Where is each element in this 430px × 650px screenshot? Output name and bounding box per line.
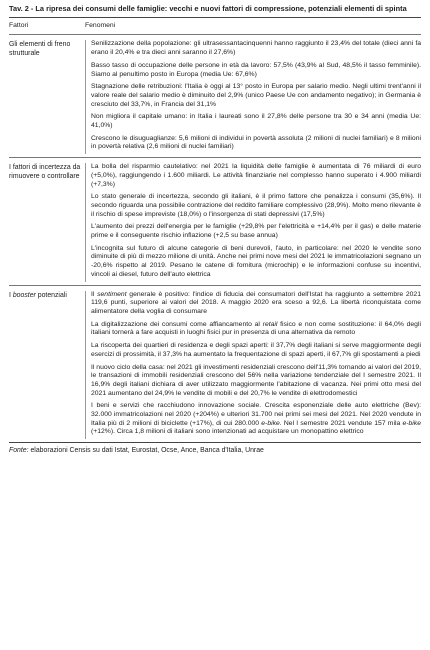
phenomenon-item: L'aumento dei prezzi dell'energia per le famiglie (+29,8% per l'elettricità e +14,4% per il gas) e delle materie prime e il conseguente rischio inflazione (+2,5 su base annua) (91, 223, 421, 240)
header-fattori: Fattori (9, 22, 29, 30)
phenomenon-item: Il nuovo ciclo della casa: nel 2021 gli investimenti residenziali crescono dell'11,3% tornando ai valori del 2019, le transazioni di immobili residenziali crescono del 56% nella variazione tendenziale del I semestre 2021. Il 16,9% degli italiani dichiara di aver utilizzato maggiormente l'abitazione di vacanza. Nei primi otto mesi del 2021 aumentano del 24,9% le vendite di mobili e del 20,7% le vendite di elettrodomestici (91, 363, 421, 397)
phenomenon-item: La digitalizzazione dei consumi come affiancamento al retail fisico e non come sostituzione: il 64,0% degli italiani tornerà a fare acquisti in luoghi fisici pur in presenza di una alternativa da remoto (91, 320, 421, 337)
row-label: Gli elementi di freno strutturale (9, 41, 71, 57)
phenomenon-item: Senilizzazione della popolazione: gli ultrasessantacinquenni hanno raggiunto il 23,4% del totale (dieci anni fa erano il 20,4% e tra dieci anni saranno il 27,6%) (91, 40, 421, 57)
table-row-booster (9, 286, 421, 443)
table-row-freno (9, 35, 421, 157)
phenomenon-item: Lo stato generale di incertezza, secondo gli italiani, è il primo fattore che penalizza i consumi (35,6%). Il secondo riguarda una possibile contrazione del reddito familiare complessivo (28,9%). Molto meno rilevante è il rischio di spese impreviste (18,0%) o l'insorgenza di stati depressivi (17,5%) (91, 193, 421, 218)
table-title: Tav. 2 - La ripresa dei consumi delle famiglie: vecchi e nuovi fattori di compressione, potenziali elementi di spinta (9, 4, 407, 13)
phenomenon-item: Stagnazione delle retribuzioni: l'Italia è oggi al 13° posto in Europa per salario medio. Negli ultimi trent'anni il valore reale del salario medio è diminuito del 2,9% (unico Paese Ue con andamento negativo); in Germania è cresciuto del 33,7%, in Francia del 31,1% (91, 83, 421, 108)
row-phenomena (85, 291, 421, 440)
header-fenomeni: Fenomeni (85, 22, 116, 30)
row-phenomena (85, 40, 421, 154)
phenomenon-item: L'incognita sul futuro di alcune categorie di beni durevoli, l'auto, in particolare: nel 2020 le vendite sono diminuite di più di mezzo milione di unità. Anche nei primi nove mesi del 2021 le immatricolazioni segnano un -20,6% rispetto al 2019. Pesano le catene di fornitura (microchip) e le informazioni confuse su incentivi, vincoli ai diesel, futuro dell'auto elettrica (91, 244, 421, 278)
phenomenon-item: Non migliora il capitale umano: in Italia i laureati sono il 27,8% delle persone tra 30 e 34 anni (media Ue: 41,0%) (91, 113, 421, 130)
table-row-incertezza (9, 158, 421, 284)
source-note: Fonte: elaborazioni Censis su dati Istat, Eurostat, Ocse, Ance, Banca d'Italia, Unrae (9, 447, 264, 455)
row-phenomena (85, 163, 421, 281)
phenomenon-item: La bolla del risparmio cautelativo: nel 2021 la liquidità delle famiglie è aumentata di 76 miliardi di euro (+5,0%), raggiungendo i 1.600 miliardi. Le attività finanziarie nel complesso hanno superato i 4.900 miliardi (+7,3%) (91, 163, 421, 188)
phenomenon-item: Crescono le disuguaglianze: 5,6 milioni di individui in povertà assoluta (2 milioni di nuclei familiari) e 8 milioni in povertà relativa (2,6 milioni di nuclei familiari) (91, 134, 421, 151)
phenomenon-item: Basso tasso di occupazione delle persone in età da lavoro: 57,5% (43,9% al Sud, 48,5% il tasso femminile). Siamo al penultimo posto in Europa (media Ue: 67,6%) (91, 61, 421, 78)
row-label: I booster potenziali (9, 291, 67, 299)
phenomenon-item: I beni e servizi che racchiudono innovazione sociale. Crescita esponenziale delle auto elettriche (Bev): 32.000 immatricolazioni nel 2020 (+204%) e ulteriori 31.700 nei primi sei mesi del 2021. Nel 2020 vendute in Italia più di 2 milioni di biciclette (+17%), di cui 280.000 e-bike. Nel I semestre 2021 vendute 157 mila e-bike (+12%). Circa 1,8 milioni di italiani sono intenzionati ad acquistare un monopattino elettrico (91, 402, 421, 436)
phenomenon-item: La riscoperta dei quartieri di residenza e degli spazi aperti: il 37,7% degli italiani si serve maggiormente degli esercizi di prossimità, il 37,3% ha aumentato la frequentazione di spazi aperti, il 67,7% gli spostamenti a piedi (91, 342, 421, 358)
table-header (9, 18, 421, 34)
row-label: I fattori di incertezza da rimuovere o controllare (9, 164, 81, 180)
phenomenon-item: Il sentiment generale è positivo: l'indice di fiducia dei consumatori dell'Istat ha raggiunto a settembre 2021 119,6 punti, superiore ai valori del 2018. A maggio 2020 era sceso a 92,6. La libertà riconquistata come alimentatore della voglia di consumare (91, 290, 421, 315)
